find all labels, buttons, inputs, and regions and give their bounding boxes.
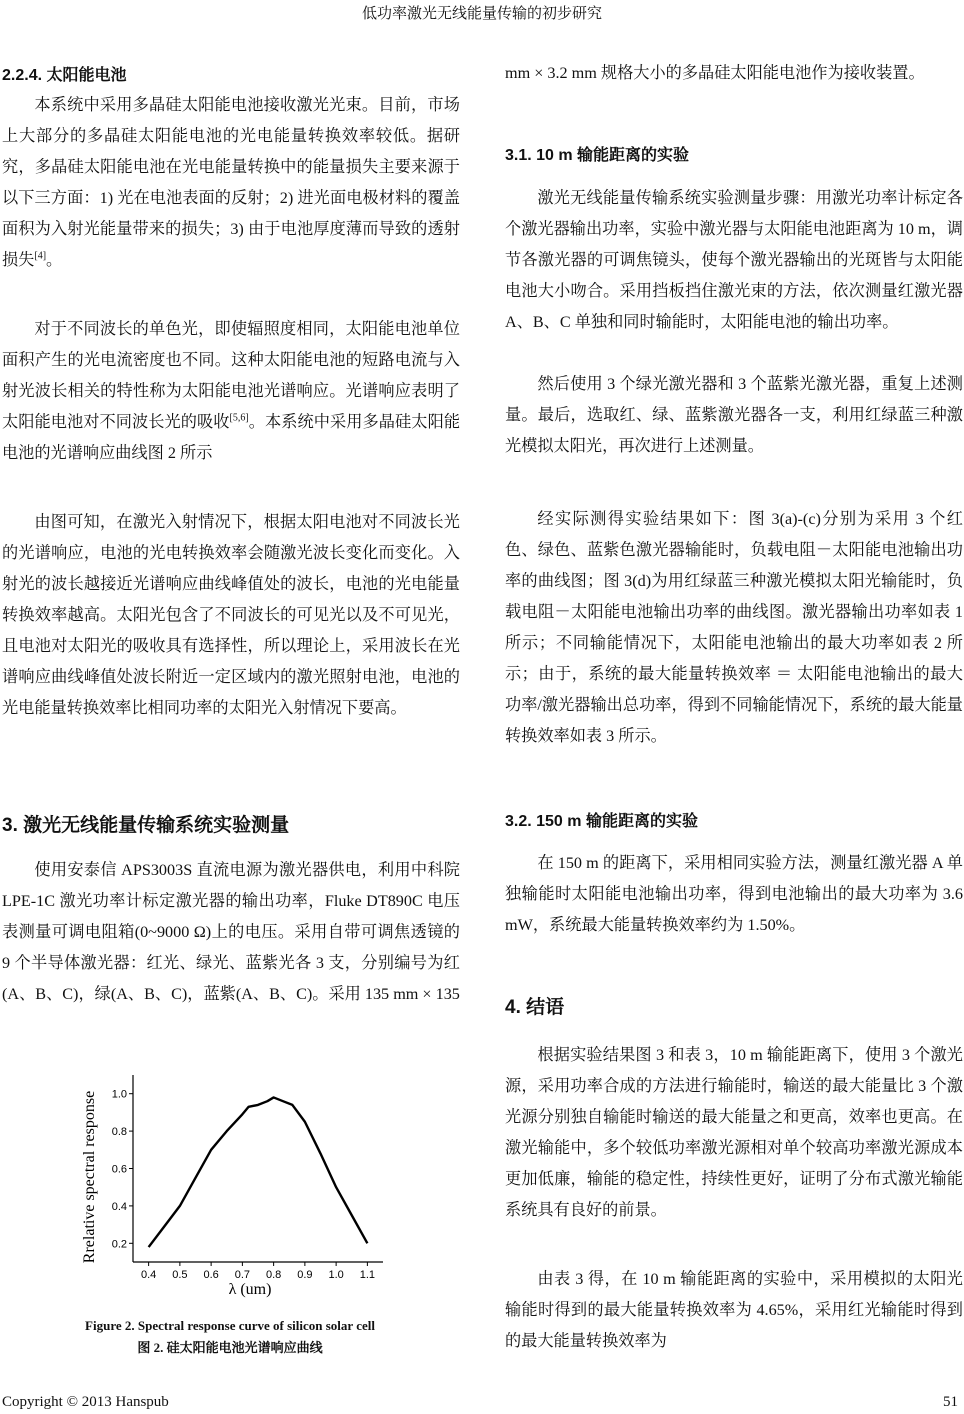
y-tick-label: 0.2: [111, 1238, 127, 1251]
x-tick-label: 1.0: [328, 1269, 344, 1281]
paragraph: 由表 3 得，在 10 m 输能距离的实验中，采用模拟的太阳光输能时得到的最大能量转换效率为 4.65%，采用红光输能时得到的最大能量转换效率为: [505, 1270, 963, 1350]
x-tick-label: 0.4: [140, 1269, 157, 1281]
citation: [4]: [34, 250, 47, 262]
paragraph: 在 150 m 的距离下，采用相同实验方法，测量红激光器 A 单独输能时太阳能电池输出功率，得到电池输出的最大功率为 3.6 mW，系统最大能量转换效率约为 1.50%。: [505, 854, 963, 934]
y-tick-label: 0.8: [111, 1126, 127, 1139]
text: 对于不同波长的单色光，即使辐照度相同，太阳能电池单位面积产生的光电流密度也不同。这种太阳能电池的短路电流与入射光波长相关的特性称为太阳能电池光谱响应。光谱响应表明了太阳能电池对不同波长光的吸收: [2, 320, 460, 431]
paragraph: 激光无线能量传输系统实验测量步骤：用激光功率计标定各个激光器输出功率，实验中激光器与太阳能电池距离为 10 m，调节各激光器的可调焦镜头，使每个激光器输出的光斑皆与太阳能电池大小吻合。采用挡板挡住激光束的方法，依次测量红激光器 A、B、C 单独和同时输能时，太阳能电池的输出功率。: [505, 189, 963, 331]
citation: [5,6]: [229, 412, 249, 424]
y-axis-label: Rrelative spectral response: [81, 1090, 98, 1264]
x-tick-label: 0.5: [172, 1269, 188, 1281]
heading-3-2: 3.2. 150 m 输能距离的实验: [505, 813, 698, 830]
x-tick-label: 1.1: [359, 1269, 376, 1281]
text: 。: [46, 251, 63, 269]
text: 本系统中采用多晶硅太阳能电池接收激光光束。目前，市场上大部分的多晶硅太阳能电池的光电能量转换效率较低。据研究，多晶硅太阳能电池在光电能量转换中的能量损失主要来源于以下三方面：1) 光在电池表面的反射；2) 进光面电极材料的覆盖面积为入射光能量带来的损失；3) 由于电池厚度薄而导致的透射损失: [2, 96, 460, 269]
page-number: 51: [943, 1394, 958, 1410]
paragraph: [2, 314, 460, 469]
running-header: 低功率激光无线能量传输的初步研究: [361, 6, 602, 22]
x-tick-label: 0.9: [297, 1269, 313, 1281]
heading-4: 4. 结语: [505, 997, 565, 1018]
y-tick-label: 1.0: [111, 1088, 127, 1101]
y-tick-label: 0.4: [111, 1200, 127, 1213]
paragraph: 根据实验结果图 3 和表 3，10 m 输能距离下，使用 3 个激光源，采用功率合成的方法进行输能时，输送的最大能量比 3 个激光源分别独自输能时输送的最大能量之和更高，效率也更高。在激光输能中，多个较低功率激光源相对单个较高功率激光源成本更加低廉，输能的稳定性，持续性更好，证明了分布式激光输能系统具有良好的前景。: [505, 1046, 963, 1219]
x-tick-label: 0.8: [265, 1269, 282, 1281]
spectral-response-chart: [70, 1062, 410, 1312]
x-tick-label: 0.6: [203, 1269, 219, 1281]
heading-3: 3. 激光无线能量传输系统实验测量: [2, 815, 290, 836]
paragraph: 经实际测得实验结果如下：图 3(a)-(c)分别为采用 3 个红色、绿色、蓝紫色激光器输能时，负载电阻－太阳能电池输出功率的曲线图；图 3(d)为用红绿蓝三种激光模拟太阳光输能时，负载电阻－太阳能电池输出功率的曲线图。激光器输出功率如表 1 所示；不同输能情况下，太阳能电池输出的最大功率如表 2 所示；由于，系统的最大能量转换效率 ＝ 太阳能电池输出的最大功率/激光器输出总功率，得到不同输能情况下，系统的最大能量转换效率如表 3 所示。: [505, 510, 963, 745]
x-tick-label: 0.7: [234, 1269, 251, 1281]
heading-3-1: 3.1. 10 m 输能距离的实验: [505, 147, 690, 164]
x-axis-label: λ (um): [228, 1281, 272, 1298]
copyright: Copyright © 2013 Hanspub: [2, 1394, 169, 1410]
paragraph: 由图可知，在激光入射情况下，根据太阳电池对不同波长光的光谱响应，电池的光电转换效率会随激光波长变化而变化。入射光的波长越接近光谱响应曲线峰值处的波长，电池的光电能量转换效率越高。太阳光包含了不同波长的可见光以及不可见光，且电池对太阳光的吸收具有选择性，所以理论上，采用波长在光谱响应曲线峰值处波长附近一定区域内的激光照射电池，电池的光电能量转换效率比相同功率的太阳光入射情况下要高。: [2, 513, 460, 717]
y-tick-label: 0.6: [111, 1163, 127, 1176]
paragraph: 然后使用 3 个绿光激光器和 3 个蓝紫光激光器，重复上述测量。最后，选取红、绿、蓝紫激光器各一支，利用红绿蓝三种激光模拟太阳光，再次进行上述测量。: [505, 375, 963, 455]
text: 。本系统中采用多晶硅太阳能电池的光谱响应曲线图 2 所示: [2, 413, 461, 462]
spectral-response-line: [149, 1097, 368, 1247]
figure-caption-en: Figure 2. Spectral response curve of silicon solar cell: [85, 1318, 375, 1333]
figure-caption-cn: 图 2. 硅太阳能电池光谱响应曲线: [137, 1340, 323, 1355]
paragraph: 使用安泰信 APS3003S 直流电源为激光器供电，利用中科院 LPE-1C 激光功率计标定激光器的输出功率，Fluke DT890C 电压表测量可调电阻箱(0~9000 Ω)上的电压。采用自带可调焦透镜的 9 个半导体激光器：红光、绿光、蓝紫光各 3 支，分别编号为红(A、B、C)，绿(A、B、C)，蓝紫(A、B、C)。采用 135 mm × 135: [2, 861, 460, 1003]
paragraph: [2, 90, 460, 276]
paragraph: mm × 3.2 mm 规格大小的多晶硅太阳能电池作为接收装置。: [505, 64, 925, 82]
heading-2-2-4: 2.2.4. 太阳能电池: [2, 67, 127, 84]
